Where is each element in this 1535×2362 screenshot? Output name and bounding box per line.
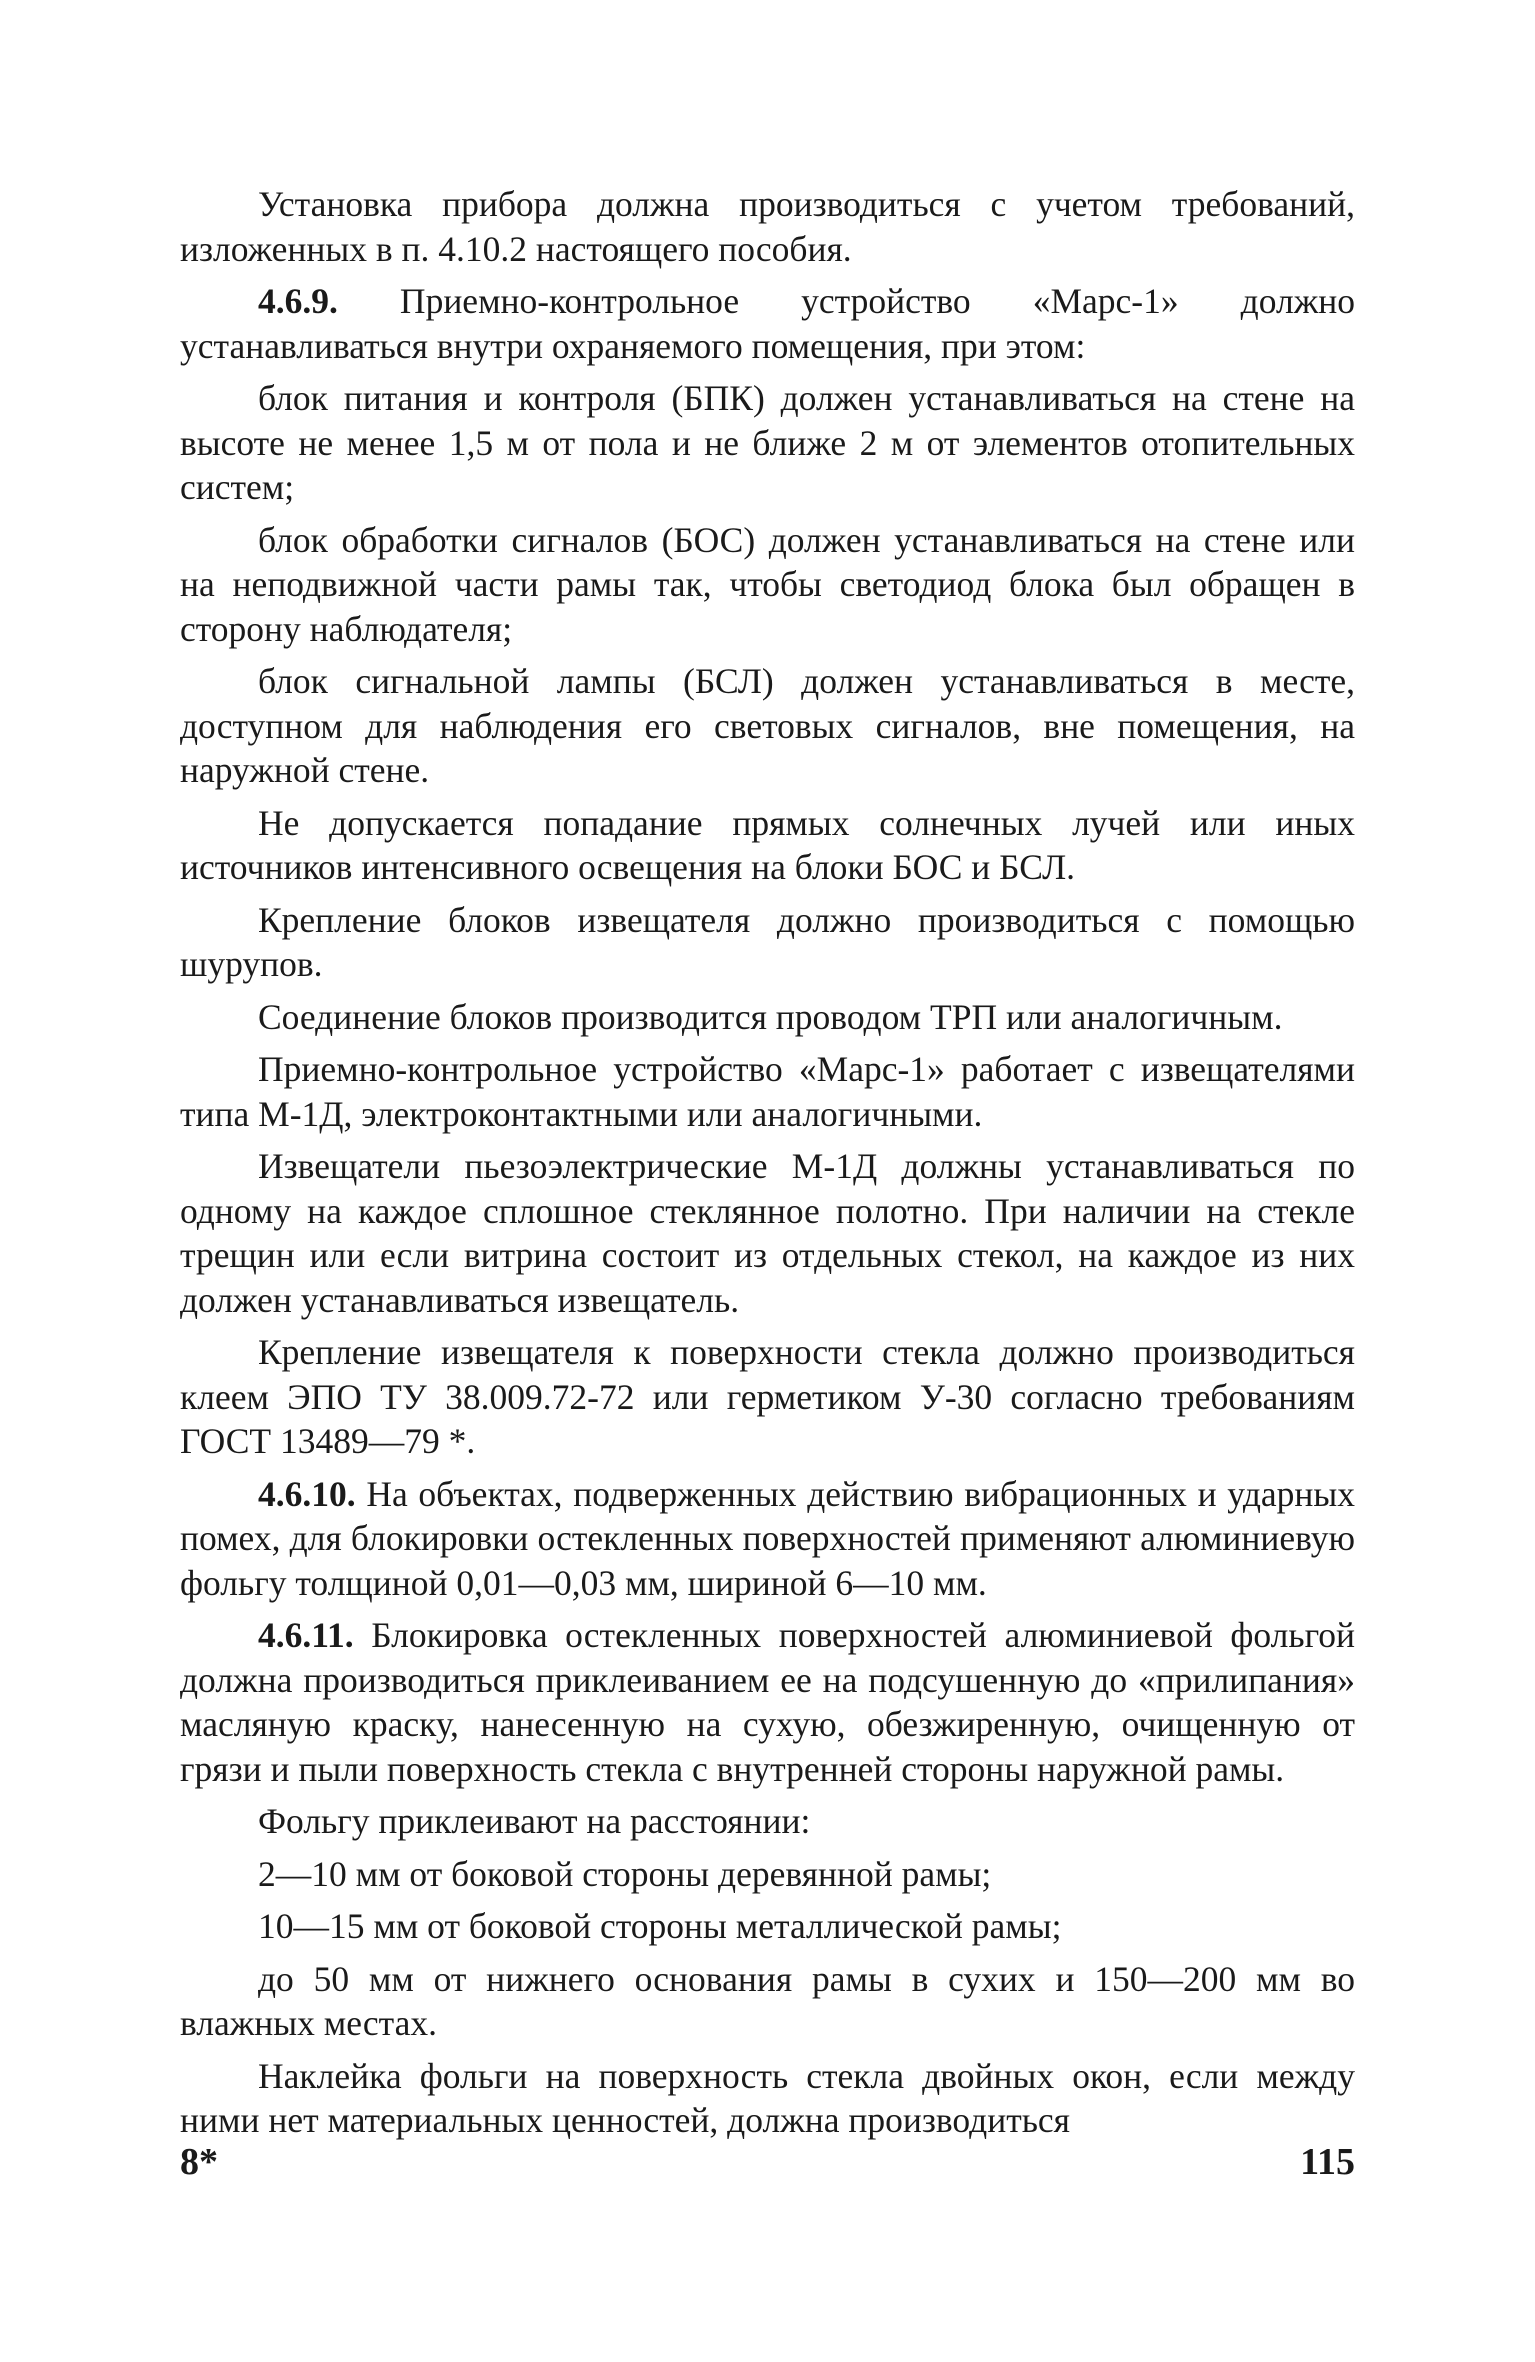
paragraph-distance: Фольгу приклеивают на расстоянии: bbox=[258, 1801, 811, 1841]
paragraph-sunlight: Не допускается попадание прямых солнечных лучей или иных источников интенсивного освещения на блоки БОС и БСЛ. bbox=[180, 802, 1355, 887]
signature-mark: 8* bbox=[180, 2141, 218, 2183]
paragraph-bos: блок обработки сигналов (БОС) должен устанавливаться на стене или на неподвижной части рамы так, чтобы светодиод блока был обращен в сторону наблюдателя; bbox=[180, 519, 1355, 649]
paragraph-bsl: блок сигнальной лампы (БСЛ) должен устанавливаться в месте, доступном для наблюдения его световых сигналов, вне помещения, на наружной стене. bbox=[180, 661, 1355, 790]
paragraph-bottom: до 50 мм от нижнего основания рамы в сухих и 150—200 мм во влажных местах. bbox=[180, 1958, 1355, 2043]
paragraph-piezo: Извещатели пьезоэлектрические М-1Д должны устанавливаться по одному на каждое сплошное стеклянное полотно. При наличии на стекле трещин или если витрина состоит из отдельных стекол, на каждое из них должен устанавливаться извещатель. bbox=[180, 1146, 1355, 1320]
paragraph-double-windows: Наклейка фольги на поверхность стекла двойных окон, если между ними нет материальных ценностей, должна производиться bbox=[180, 2055, 1355, 2140]
paragraph-bpk: блок питания и контроля (БПК) должен устанавливаться на стене на высоте не менее 1,5 м от пола и не ближе 2 м от элементов отопительных систем; bbox=[180, 378, 1355, 507]
document-body bbox=[180, 182, 1355, 2151]
paragraph-mounting: Крепление блоков извещателя должно производиться с помощью шурупов. bbox=[180, 899, 1355, 984]
paragraph-4-6-9: 4.6.9. Приемно-контрольное устройство «Марс-1» должно устанавливаться внутри охраняемого помещения, при этом: bbox=[180, 281, 1355, 366]
paragraph-detectors: Приемно-контрольное устройство «Марс-1» работает с извещателями типа М-1Д, электроконтактными или аналогичными. bbox=[180, 1049, 1355, 1134]
paragraph-wiring: Соединение блоков производится проводом ТРП или аналогичным. bbox=[258, 996, 1283, 1037]
paragraph-wooden: 2—10 мм от боковой стороны деревянной рамы; bbox=[258, 1853, 992, 1894]
paragraph-metal: 10—15 мм от боковой стороны металлической рамы; bbox=[258, 1906, 1062, 1946]
paragraph-4-6-11: 4.6.11. Блокировка остекленных поверхностей алюминиевой фольгой должна производиться приклеиванием ее на подсушенную до «прилипания» масляную краску, нанесенную на сухую, обезжиренную, очищенную от грязи и пыли поверхность стекла с внутренней стороны наружной рамы. bbox=[180, 1615, 1355, 1789]
paragraph-4-6-10: 4.6.10. На объектах, подверженных действию вибрационных и ударных помех, для блокировки остекленных поверхностей применяют алюминиевую фольгу толщиной 0,01—0,03 мм, шириной 6—10 мм. bbox=[180, 1473, 1355, 1603]
paragraph-1: Установка прибора должна производиться с учетом требований, изложенных в п. 4.10.2 настоящего пособия. bbox=[180, 184, 1355, 269]
paragraph-glue: Крепление извещателя к поверхности стекла должно производиться клеем ЭПО ТУ 38.009.72-72 или герметиком У-30 согласно требованиям ГОСТ 13489—79 *. bbox=[180, 1332, 1355, 1461]
page-number: 115 bbox=[1300, 2141, 1355, 2183]
